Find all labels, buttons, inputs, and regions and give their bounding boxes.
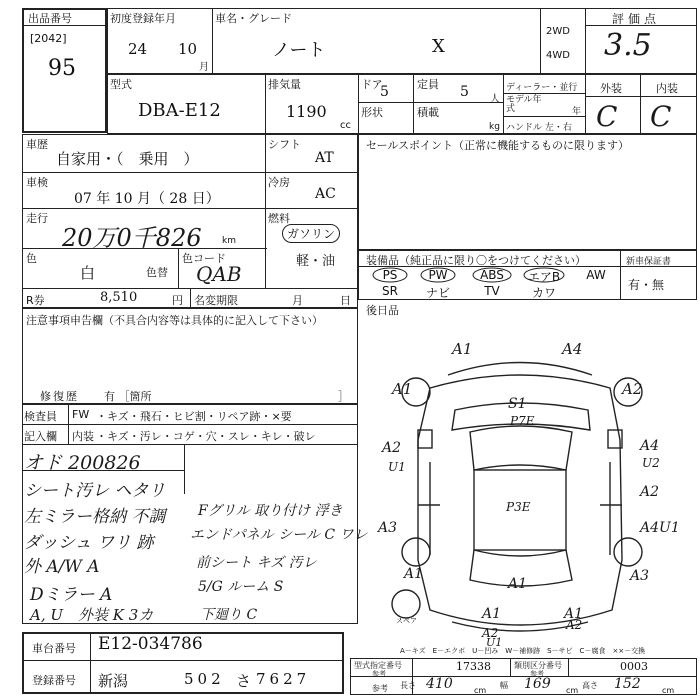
mark-a2-left: A2 xyxy=(382,440,402,456)
recycle-value: 8,510 xyxy=(100,290,138,305)
doors: 5 xyxy=(380,84,389,100)
mark-p3e: P3E xyxy=(506,500,531,514)
plate-label: 登録番号 xyxy=(32,674,76,687)
plate-number: 7627 xyxy=(256,670,311,688)
note-grille: Fグリル 取り付け 浮き xyxy=(198,503,343,519)
post-label: 後日品 xyxy=(366,304,399,317)
mark-a1-bottom-right: A1 xyxy=(564,606,584,622)
inspector-interior: 内装 xyxy=(72,430,94,443)
model-label: 型式 xyxy=(110,78,132,91)
history-label: 車歴 xyxy=(26,138,48,151)
car-grade: X xyxy=(432,36,445,57)
length-label: 長さ xyxy=(400,681,416,690)
note-odometer: オド 200826 xyxy=(24,452,141,474)
reg-month: 10 xyxy=(178,40,198,58)
height-label: 高さ xyxy=(582,681,598,690)
shift-label: シフト xyxy=(268,138,301,151)
plate-area: 新潟 xyxy=(98,672,129,690)
equip-airbag: エアB xyxy=(527,270,561,284)
note-front-seat: 前シート キズ 汚レ xyxy=(196,555,317,571)
lot-no-label: 出品番号 xyxy=(28,12,72,25)
plate-class: 502 xyxy=(184,670,225,688)
mark-a2-bottom: A2 xyxy=(482,626,499,640)
note-endpanel: エンドパネル シール C ワレ xyxy=(190,527,368,543)
mileage-value: 20万0千826 xyxy=(62,224,202,252)
sales-label: セールスポイント（正常に機能するものに限ります） xyxy=(366,139,630,152)
equip-sr: SR xyxy=(382,284,398,298)
note-aw: 外 A/W A xyxy=(24,557,100,577)
note-underbody: 下廻り C xyxy=(200,607,258,623)
warranty-value: 有・無 xyxy=(628,278,665,292)
model-designation: 17338 xyxy=(456,660,491,673)
dimensions-ref-label: 参考 xyxy=(372,684,388,693)
shift-value: AT xyxy=(315,150,334,166)
chassis-label: 車台番号 xyxy=(32,642,76,655)
displacement-unit: cc xyxy=(340,120,351,131)
inspection-label: 車検 xyxy=(26,176,48,189)
ac-label: 冷房 xyxy=(268,176,290,189)
exterior-grade: C xyxy=(596,100,618,133)
model-designation-label: 型式指定番号 xyxy=(354,661,402,670)
class-number: 0003 xyxy=(620,660,648,673)
mark-u1-left: U1 xyxy=(388,460,406,474)
model-code: DBA-E12 xyxy=(138,100,221,121)
drive-2wd: 2WD xyxy=(546,26,570,37)
mark-a1-top: A1 xyxy=(452,340,473,358)
ac-value: AC xyxy=(315,186,336,202)
mark-a1-rear-left: A1 xyxy=(404,566,424,582)
equip-tv: TV xyxy=(484,284,500,298)
mark-a2-bottom-right: A2 xyxy=(566,618,583,632)
car-name: ノート xyxy=(272,40,326,61)
mark-p7e: P7E xyxy=(510,414,535,428)
note-dmirror: Dミラー A xyxy=(30,585,113,605)
plate-kana: さ xyxy=(236,672,252,690)
tint-label: 色替 xyxy=(146,266,168,279)
equip-ps: PS xyxy=(382,268,398,282)
load-unit: kg xyxy=(489,122,500,132)
color-code: QAB xyxy=(196,262,242,286)
spec-ref-label-2: 参考 xyxy=(530,670,544,678)
damage-legend: A－キズ E－エクボ U－凹み W－補修跡 S－サビ C－腐食 ××－交換 xyxy=(400,647,646,655)
note-mirror: 左ミラー格納 不調 xyxy=(24,507,166,527)
reg-year-label: 初度登録年月 xyxy=(110,12,176,25)
reg-year: 24 xyxy=(128,40,148,58)
day-label: 日 xyxy=(340,294,351,307)
mark-u2-right: U2 xyxy=(642,456,660,470)
equip-navi: ナビ xyxy=(425,286,450,300)
color-label: 色 xyxy=(26,252,37,265)
length-unit: cm xyxy=(474,686,487,695)
car-name-label: 車名・グレード xyxy=(215,12,292,25)
score-label: 評価点 xyxy=(612,12,661,26)
width-label: 幅 xyxy=(500,681,508,690)
equip-leather: カワ xyxy=(531,286,556,300)
mark-a1-bottom: A1 xyxy=(482,606,502,622)
class-label: 類別区分番号 xyxy=(514,661,562,670)
model-year-label: モデル年式 xyxy=(506,95,542,114)
repair-close: ］ xyxy=(338,390,349,403)
spec-ref-label-1: 参考 xyxy=(372,670,386,678)
inspector-fw: FW xyxy=(72,408,90,421)
width-unit: cm xyxy=(566,686,579,695)
interior-grade: C xyxy=(650,100,672,133)
repair-label: 修復歴 xyxy=(40,390,79,403)
mark-a3-left: A3 xyxy=(378,520,398,536)
capacity-unit: 人 xyxy=(490,94,500,105)
dealer-label: ディーラー・並行 xyxy=(506,83,578,93)
inspection-value: 07 年 10 月（ 28 日） xyxy=(74,191,220,207)
inspector-label-2: 記入欄 xyxy=(24,430,57,443)
mark-a4-top: A4 xyxy=(562,340,583,358)
inspector-label-1: 検査員 xyxy=(24,410,57,423)
model-year-unit: 年 xyxy=(572,107,582,117)
mileage-unit: km xyxy=(222,236,236,246)
fuel-light: 軽・油 xyxy=(296,254,336,269)
lot-code: [2042] xyxy=(30,32,67,45)
history-value: 自家用・（ 乗用 ） xyxy=(56,150,199,168)
reg-month-unit: 月 xyxy=(199,62,209,73)
recycle-label: R券 xyxy=(26,294,45,307)
displacement-label: 排気量 xyxy=(268,78,301,91)
spare-label: スペア xyxy=(396,617,417,625)
shape-label: 形状 xyxy=(361,106,383,119)
fuel-label: 燃料 xyxy=(268,212,290,225)
handle-label: ハンドル 左・右 xyxy=(506,123,572,133)
mark-a4-right: A4 xyxy=(640,438,660,454)
equipment-label: 装備品（純正品に限り〇をつけてください） xyxy=(366,254,586,267)
doors-label: ドア xyxy=(361,78,383,91)
capacity: 5 xyxy=(460,84,469,100)
warranty-label: 新車保証書 xyxy=(626,257,672,267)
exterior-label: 外装 xyxy=(600,82,622,95)
name-deadline-label: 名変期限 xyxy=(194,294,238,307)
color-code-label: 色コード xyxy=(182,252,226,265)
mark-a1-rear-center: A1 xyxy=(508,576,528,592)
lot-number: 95 xyxy=(48,56,76,81)
notes-label: 注意事項申告欄（不具合内容等は具体的に記入して下さい） xyxy=(26,314,323,327)
drive-4wd: 4WD xyxy=(546,50,570,61)
equip-pw: PW xyxy=(428,268,448,282)
fuel-gas: ガソリン xyxy=(282,224,340,243)
mark-a3-right: A3 xyxy=(630,568,650,584)
load-label: 積載 xyxy=(417,106,439,119)
mark-s1: S1 xyxy=(508,396,527,412)
inspector-row1: ・キズ・飛石・ヒビ割・リペア跡・×要 xyxy=(96,410,292,423)
length-value: 410 xyxy=(426,676,453,692)
inspector-row2: ・キズ・汚レ・コゲ・穴・スレ・キレ・破レ xyxy=(96,430,316,443)
height-unit: cm xyxy=(662,686,675,695)
month-label: 月 xyxy=(292,294,303,307)
width-value: 169 xyxy=(524,676,551,692)
note-exterior: A, U 外装 K 3カ xyxy=(30,606,154,624)
equip-aw: AW xyxy=(586,268,606,282)
color-value: 白 xyxy=(80,264,96,282)
score-value: 3.5 xyxy=(604,28,652,63)
mark-a2-right-mid: A2 xyxy=(640,484,660,500)
mileage-label: 走行 xyxy=(26,212,48,225)
note-seat: シート汚レ ヘタリ xyxy=(24,481,166,501)
mark-u1-bottom: U1 xyxy=(486,636,503,649)
displacement: 1190 xyxy=(286,102,327,121)
height-value: 152 xyxy=(614,676,641,692)
mark-a2-right: A2 xyxy=(622,380,643,398)
equip-abs: ABS xyxy=(480,268,504,282)
capacity-label: 定員 xyxy=(417,78,439,91)
recycle-unit: 円 xyxy=(172,294,183,307)
chassis-number: E12-034786 xyxy=(98,634,203,654)
note-dash: ダッシュ ワリ 跡 xyxy=(24,533,154,553)
interior-label: 内装 xyxy=(656,82,678,95)
repair-value: 有 ［箇所 xyxy=(104,390,152,403)
mark-a4u1: A4U1 xyxy=(640,520,680,536)
mark-a1-left: A1 xyxy=(392,380,413,398)
note-room: 5/G ルーム S xyxy=(198,579,284,595)
